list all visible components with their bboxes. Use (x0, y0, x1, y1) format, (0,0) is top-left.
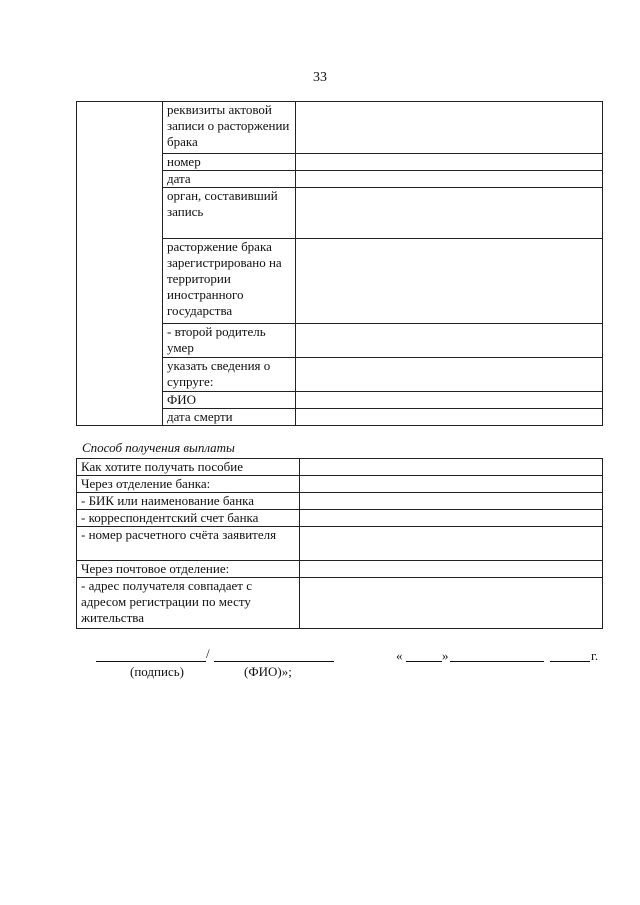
payment-method-caption: Способ получения выплаты (82, 440, 235, 455)
empty-left-cell (77, 102, 163, 426)
row-label: дата (163, 171, 296, 188)
date-month-line[interactable] (450, 661, 544, 662)
table-row (77, 578, 603, 629)
row-label: Как хотите получать пособие (77, 459, 300, 476)
row-value[interactable] (296, 171, 603, 188)
date-open-quote: « (396, 648, 403, 663)
row-label: - адрес получателя совпадает с адресом регистрации по месту жительства (77, 578, 300, 629)
row-value[interactable] (296, 324, 603, 358)
row-value[interactable] (296, 239, 603, 324)
row-label: дата смерти (163, 409, 296, 426)
name-caption: (ФИО)»; (244, 664, 292, 679)
table-row (77, 561, 603, 578)
row-value[interactable] (296, 358, 603, 392)
row-label: орган, составивший запись (163, 188, 296, 239)
date-day-line[interactable] (406, 661, 442, 662)
signature-line[interactable] (96, 661, 206, 662)
payment-method-table (76, 458, 603, 629)
table-row (77, 102, 603, 154)
row-value[interactable] (300, 459, 603, 476)
signature-caption: (подпись) (130, 664, 184, 679)
row-label: реквизиты актовой записи о расторжении брака (163, 102, 296, 154)
row-value[interactable] (300, 527, 603, 561)
row-value[interactable] (296, 409, 603, 426)
row-value[interactable] (300, 578, 603, 629)
row-label: - корреспондентский счет банка (77, 510, 300, 527)
table-row (77, 527, 603, 561)
row-value[interactable] (296, 154, 603, 171)
row-label: расторжение брака зарегистрировано на территории иностранного государства (163, 239, 296, 324)
table-row (77, 476, 603, 493)
date-close-quote: » (442, 648, 449, 663)
row-value[interactable] (296, 392, 603, 409)
row-value[interactable] (300, 476, 603, 493)
row-value[interactable] (296, 188, 603, 239)
row-value[interactable] (300, 510, 603, 527)
date-year-line[interactable] (550, 661, 590, 662)
row-label: - номер расчетного счёта заявителя (77, 527, 300, 561)
signature-separator: / (206, 646, 210, 661)
marriage-dissolution-table (76, 101, 603, 426)
year-suffix: г. (591, 648, 599, 663)
table-row (77, 459, 603, 476)
name-line[interactable] (214, 661, 334, 662)
row-label: номер (163, 154, 296, 171)
row-label: Через отделение банка: (77, 476, 300, 493)
row-value[interactable] (300, 493, 603, 510)
row-label: указать сведения о супруге: (163, 358, 296, 392)
row-label: - БИК или наименование банка (77, 493, 300, 510)
table-row (77, 493, 603, 510)
page-number: 33 (313, 70, 327, 85)
table-row (77, 510, 603, 527)
row-label: - второй родитель умер (163, 324, 296, 358)
row-value[interactable] (300, 561, 603, 578)
row-label: Через почтовое отделение: (77, 561, 300, 578)
row-label: ФИО (163, 392, 296, 409)
row-value[interactable] (296, 102, 603, 154)
